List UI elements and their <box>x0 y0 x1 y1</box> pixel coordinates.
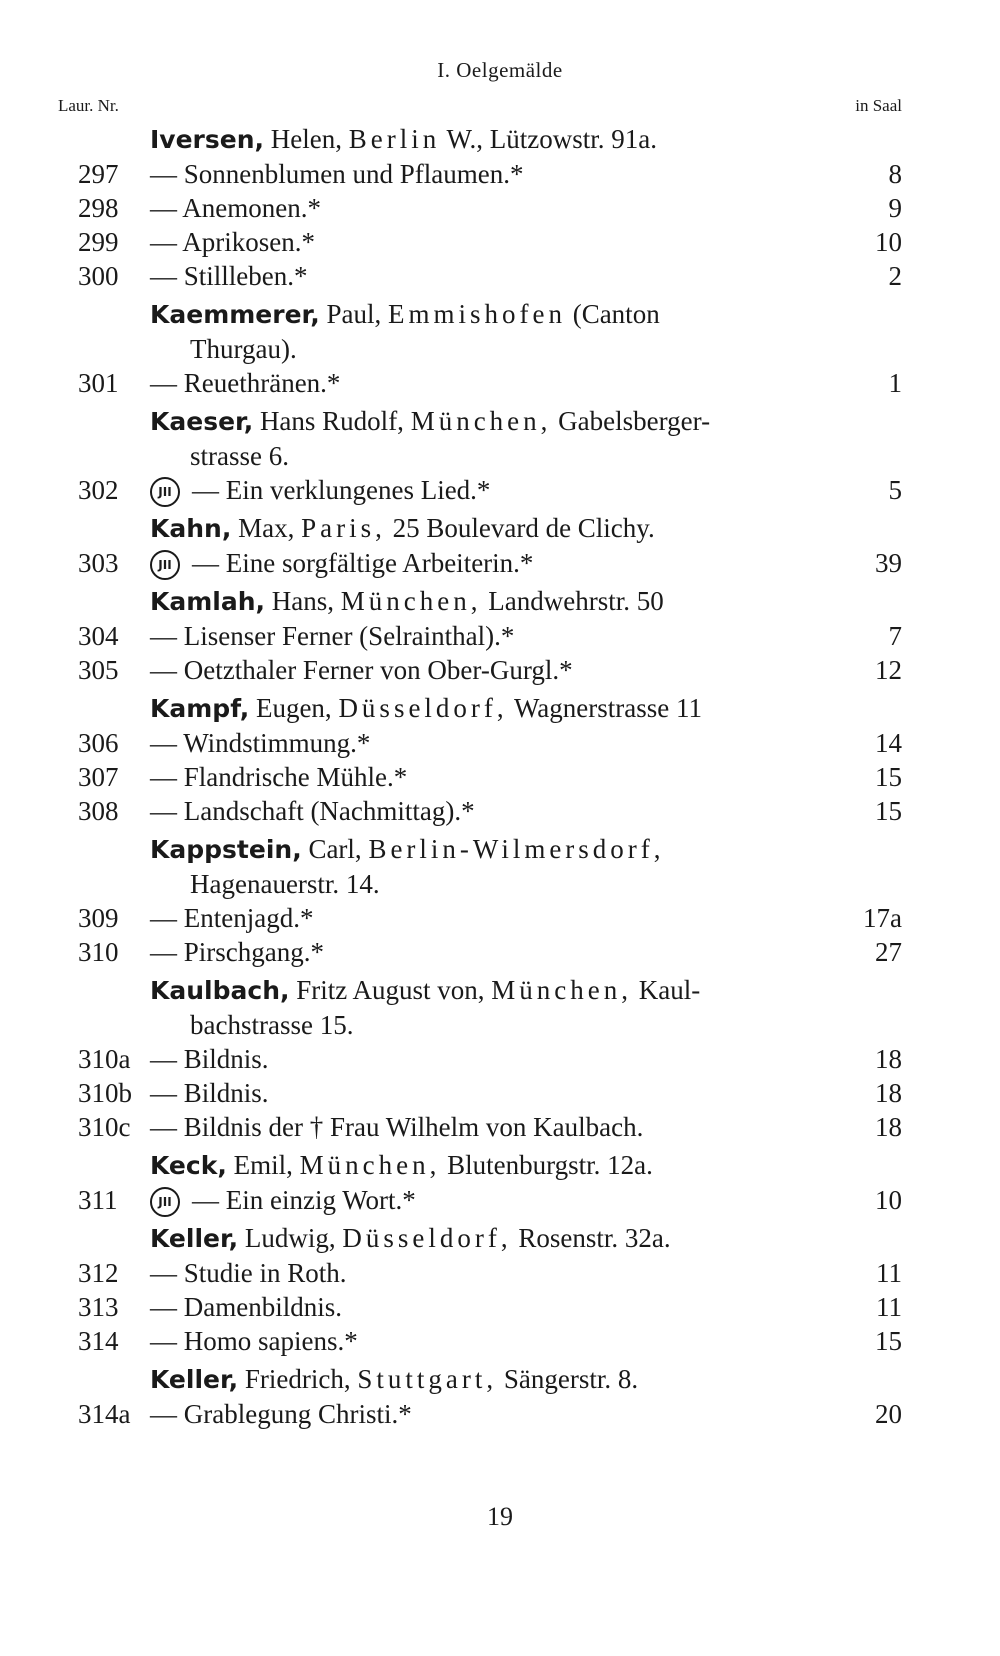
work-title: — Homo sapiens.* <box>150 1326 358 1356</box>
artist-city: Paris, <box>301 513 386 543</box>
room-number: 20 <box>875 1399 902 1429</box>
work-number: 310 <box>78 937 119 967</box>
artist-entry <box>0 584 1000 619</box>
work-number: 310c <box>78 1112 131 1142</box>
artist-city: München, <box>491 975 632 1005</box>
work-title-cell <box>150 157 523 191</box>
artist-city: Düsseldorf, <box>338 693 508 723</box>
artist-city: Düsseldorf, <box>342 1223 512 1253</box>
work-row <box>0 1183 1000 1217</box>
work-title: — Stillleben.* <box>150 261 308 291</box>
artist-details: Paul, <box>326 299 382 329</box>
artist-details: Hans Rudolf, <box>259 406 404 436</box>
artist-name: Kappstein, <box>150 835 302 864</box>
work-title: — Eine sorgfältige Arbeiterin.* <box>192 548 534 578</box>
work-number: 297 <box>78 159 119 189</box>
artist-name: Kaeser, <box>150 407 254 436</box>
room-number: 7 <box>888 621 902 651</box>
room-number: 10 <box>875 227 902 257</box>
work-title-cell <box>150 1183 416 1217</box>
work-row <box>0 901 1000 935</box>
work-title-cell <box>150 619 514 653</box>
artist-details: Eugen, <box>255 693 332 723</box>
work-title: — Anemonen.* <box>150 193 321 223</box>
work-title: — Bildnis. <box>150 1044 269 1074</box>
room-number: 27 <box>875 937 902 967</box>
work-row <box>0 191 1000 225</box>
artist-name: Iversen, <box>150 125 265 154</box>
work-title-cell <box>150 191 321 225</box>
room-number: 18 <box>875 1112 902 1142</box>
work-number: 310b <box>78 1078 132 1108</box>
room-number: 15 <box>875 1326 902 1356</box>
work-number: 303 <box>78 548 119 578</box>
work-row <box>0 1256 1000 1290</box>
room-number: 14 <box>875 728 902 758</box>
work-number: 308 <box>78 796 119 826</box>
artist-address-continued: Thurgau). <box>190 334 297 364</box>
work-row <box>0 157 1000 191</box>
work-number: 309 <box>78 903 119 933</box>
room-number: 39 <box>875 548 902 578</box>
artist-entry <box>0 832 1000 901</box>
work-row <box>0 726 1000 760</box>
work-row <box>0 1110 1000 1144</box>
work-row <box>0 619 1000 653</box>
artist-details: Emil, <box>233 1150 293 1180</box>
work-title-cell <box>150 1397 412 1431</box>
room-number: 2 <box>888 261 902 291</box>
work-title-cell <box>150 653 573 687</box>
work-title-cell <box>150 760 407 794</box>
work-number: 310a <box>78 1044 131 1074</box>
artist-address-continued: strasse 6. <box>190 441 289 471</box>
artist-name: Kaulbach, <box>150 976 290 1005</box>
artist-entry <box>0 1362 1000 1397</box>
work-title-cell <box>150 473 490 507</box>
work-row <box>0 1324 1000 1358</box>
work-title: — Ein verklungenes Lied.* <box>192 475 491 505</box>
work-title: — Entenjagd.* <box>150 903 314 933</box>
artist-entry <box>0 511 1000 546</box>
artist-city: Berlin <box>348 124 441 154</box>
room-number: 18 <box>875 1078 902 1108</box>
artist-entry <box>0 1148 1000 1183</box>
work-title: — Sonnenblumen und Pflaumen.* <box>150 159 524 189</box>
work-title: — Bildnis. <box>150 1078 269 1108</box>
work-title-cell <box>150 726 370 760</box>
room-number: 12 <box>875 655 902 685</box>
room-number: 18 <box>875 1044 902 1074</box>
work-title-cell <box>150 366 340 400</box>
work-title: — Studie in Roth. <box>150 1258 347 1288</box>
artist-city: München, <box>340 586 482 616</box>
artist-city: München, <box>410 406 552 436</box>
work-row <box>0 653 1000 687</box>
artist-name: Keller, <box>150 1365 239 1394</box>
artist-address: Blutenburgstr. 12a. <box>447 1150 653 1180</box>
work-title-cell <box>150 901 313 935</box>
column-label-room: in Saal <box>855 96 902 115</box>
work-number: 314 <box>78 1326 119 1356</box>
artist-entry <box>0 973 1000 1042</box>
jury-mark-icon: JII <box>150 1187 180 1217</box>
work-title: — Reuethränen.* <box>150 368 341 398</box>
artist-entry <box>0 404 1000 473</box>
artist-name: Keck, <box>150 1151 227 1180</box>
work-row <box>0 935 1000 969</box>
work-title: — Oetzthaler Ferner von Ober-Gurgl.* <box>150 655 573 685</box>
work-number: 314a <box>78 1399 131 1429</box>
artist-address: Landwehrstr. 50 <box>488 586 664 616</box>
work-row <box>0 366 1000 400</box>
work-number: 299 <box>78 227 119 257</box>
work-row <box>0 760 1000 794</box>
work-title: — Flandrische Mühle.* <box>150 762 408 792</box>
room-number: 15 <box>875 762 902 792</box>
artist-city: Emmishofen <box>387 299 566 329</box>
work-number: 313 <box>78 1292 119 1322</box>
work-row <box>0 1397 1000 1431</box>
artist-address: Rosenstr. 32a. <box>518 1223 671 1253</box>
catalog-list <box>0 122 1000 1431</box>
work-number: 302 <box>78 475 119 505</box>
artist-city: Berlin-Wilmersdorf, <box>368 834 665 864</box>
work-title: — Grablegung Christi.* <box>150 1399 412 1429</box>
artist-address: Gabelsberger- <box>558 406 711 436</box>
work-number: 298 <box>78 193 119 223</box>
work-title-cell <box>150 225 315 259</box>
work-row <box>0 1076 1000 1110</box>
artist-entry <box>0 297 1000 366</box>
artist-details: Friedrich, <box>244 1364 351 1394</box>
artist-address: Kaul- <box>638 975 701 1005</box>
artist-address: (Canton <box>572 299 660 329</box>
artist-address-continued: bachstrasse 15. <box>190 1010 354 1040</box>
work-number: 311 <box>78 1185 118 1215</box>
work-title-cell <box>150 935 324 969</box>
room-number: 9 <box>888 193 902 223</box>
work-title-cell <box>150 794 475 828</box>
work-number: 307 <box>78 762 119 792</box>
artist-name: Kahn, <box>150 514 232 543</box>
artist-address: W., Lützowstr. 91a. <box>446 124 657 154</box>
room-number: 1 <box>888 368 902 398</box>
work-row <box>0 546 1000 580</box>
work-title: — Pirschgang.* <box>150 937 324 967</box>
artist-details: Max, <box>238 513 295 543</box>
work-title-cell <box>150 546 533 580</box>
page-number: 19 <box>487 1502 513 1531</box>
work-title-cell <box>150 1076 269 1110</box>
work-title-cell <box>150 259 308 293</box>
artist-details: Ludwig, <box>244 1223 336 1253</box>
artist-address: Sängerstr. 8. <box>503 1364 639 1394</box>
artist-address: Wagnerstrasse 11 <box>513 693 702 723</box>
artist-name: Kaemmerer, <box>150 300 320 329</box>
work-title-cell <box>150 1256 347 1290</box>
work-title-cell <box>150 1324 358 1358</box>
room-number: 5 <box>888 475 902 505</box>
jury-mark-icon: JII <box>150 477 180 507</box>
work-number: 300 <box>78 261 119 291</box>
room-number: 8 <box>888 159 902 189</box>
artist-city: München, <box>299 1150 441 1180</box>
work-number: 305 <box>78 655 119 685</box>
column-label-number: Laur. Nr. <box>58 96 119 115</box>
work-row <box>0 1290 1000 1324</box>
work-title: — Landschaft (Nachmittag).* <box>150 796 475 826</box>
room-number: 11 <box>876 1258 902 1288</box>
room-number: 10 <box>875 1185 902 1215</box>
work-title: — Lisenser Ferner (Selrainthal).* <box>150 621 515 651</box>
work-number: 304 <box>78 621 119 651</box>
artist-city: Stuttgart, <box>357 1364 498 1394</box>
artist-address-continued: Hagenauerstr. 14. <box>190 869 380 899</box>
work-row <box>0 225 1000 259</box>
artist-details: Helen, <box>270 124 342 154</box>
artist-name: Kampf, <box>150 694 250 723</box>
work-title: — Damenbildnis. <box>150 1292 342 1322</box>
work-title: — Bildnis der † Frau Wilhelm von Kaulbach. <box>150 1112 644 1142</box>
room-number: 15 <box>875 796 902 826</box>
work-number: 312 <box>78 1258 119 1288</box>
work-number: 301 <box>78 368 119 398</box>
artist-details: Fritz August von, <box>296 975 485 1005</box>
work-title-cell <box>150 1290 342 1324</box>
room-number: 11 <box>876 1292 902 1322</box>
work-title: — Aprikosen.* <box>150 227 315 257</box>
work-title-cell <box>150 1042 269 1076</box>
artist-name: Kamlah, <box>150 587 266 616</box>
artist-entry <box>0 1221 1000 1256</box>
work-title: — Windstimmung.* <box>150 728 371 758</box>
work-row <box>0 1042 1000 1076</box>
room-number: 17a <box>863 903 902 933</box>
artist-address: 25 Boulevard de Clichy. <box>392 513 655 543</box>
work-row <box>0 794 1000 828</box>
work-title-cell <box>150 1110 643 1144</box>
work-row <box>0 259 1000 293</box>
work-number: 306 <box>78 728 119 758</box>
work-row <box>0 473 1000 507</box>
artist-entry <box>0 691 1000 726</box>
jury-mark-icon: JII <box>150 550 180 580</box>
section-title: I. Oelgemälde <box>437 58 563 82</box>
artist-details: Carl, <box>308 834 362 864</box>
artist-entry <box>0 122 1000 157</box>
artist-name: Keller, <box>150 1224 239 1253</box>
artist-details: Hans, <box>271 586 335 616</box>
work-title: — Ein einzig Wort.* <box>192 1185 416 1215</box>
